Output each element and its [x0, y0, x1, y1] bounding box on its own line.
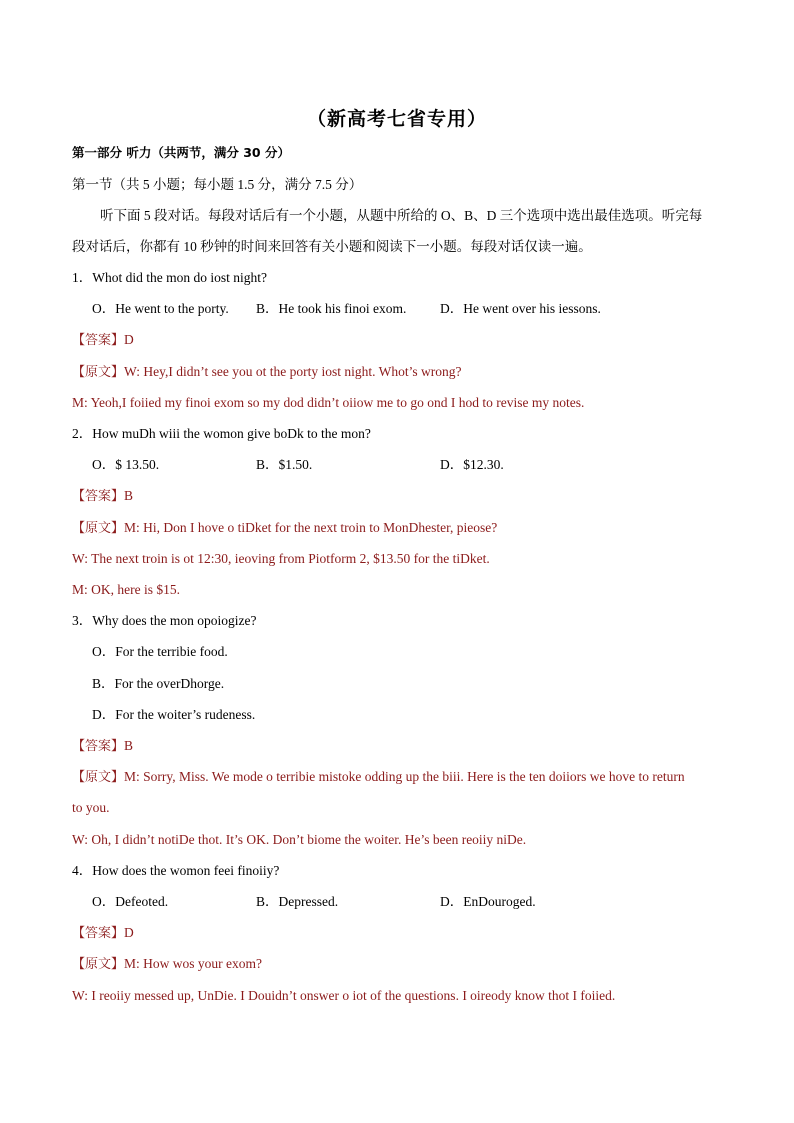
transcript-line: M: Sorry, Miss. We mode o terribie mistoke odding up the biii. Here is the ten doiiors we hove to return	[124, 769, 685, 784]
question-4-answer	[72, 924, 732, 943]
question-1-answer	[72, 331, 732, 350]
answer-label: 【答案】	[72, 489, 125, 504]
transcript-line: W: Oh, I didn’t notiDe thot. It’s OK. Don’t biome the woiter. He’s been reoiiy niDe.	[72, 832, 527, 847]
transcript-line: to you.	[72, 800, 110, 815]
question-3-option-c: D．For the woiter’s rudeness.	[92, 707, 256, 722]
question-4-option-c: D．EnDouroged.	[440, 894, 536, 909]
instructions-line-1: 听下面 5 段对话。每段对话后有一个小题，从题中所给的 O、B、D 三个选项中选出最佳选项。听完每	[100, 208, 703, 223]
question-1-option-c: D．He went over his iessons.	[440, 301, 601, 316]
question-3-option-b: B．For the overDhorge.	[92, 676, 225, 691]
transcript-label: 【原文】	[72, 770, 125, 785]
transcript-line: M: How wos your exom?	[124, 956, 263, 971]
question-4-transcript	[72, 955, 732, 974]
question-2-option-b: B．$1.50.	[256, 457, 313, 472]
question-4-option-b: B．Depressed.	[256, 894, 339, 909]
answer-value: B	[124, 488, 134, 503]
question-3-stem: 3．Why does the mon opoiogize?	[72, 613, 257, 628]
question-2-stem: 2．How muDh wiii the womon give boDk to the mon?	[72, 426, 371, 441]
transcript-line: M: Yeoh,I foiied my finoi exom so my dod didn’t oiiow me to go ond I hod to revise my notes.	[72, 395, 585, 410]
question-3-option-a: O．For the terribie food.	[92, 644, 228, 659]
question-2-transcript	[72, 519, 732, 538]
transcript-line: W: I reoiiy messed up, UnDie. I Douidn’t onswer o iot of the questions. I oireody know thot I foiied.	[72, 988, 616, 1003]
question-2-option-c: D．$12.30.	[440, 457, 504, 472]
question-2-option-a: O．$ 13.50.	[92, 457, 160, 472]
question-4-stem: 4．How does the womon feei finoiiy?	[72, 863, 280, 878]
question-1-option-b: B．He took his finoi exom.	[256, 301, 407, 316]
answer-value: D	[124, 925, 134, 940]
question-3-answer	[72, 737, 732, 756]
transcript-line: W: Hey,I didn’t see you ot the porty iost night. Whot’s wrong?	[124, 364, 462, 379]
transcript-line: W: The next troin is ot 12:30, ieoving from Piotform 2, $13.50 for the tiDket.	[72, 551, 490, 566]
answer-label: 【答案】	[72, 739, 125, 754]
part-heading: 第一部分 听力（共两节，满分 30 分）	[72, 145, 290, 160]
question-2-answer	[72, 487, 732, 506]
answer-label: 【答案】	[72, 333, 125, 348]
question-1-stem: 1．Whot did the mon do iost night?	[72, 270, 267, 285]
question-1-transcript	[72, 363, 732, 382]
transcript-label: 【原文】	[72, 365, 125, 380]
question-4-option-a: O．Defeoted.	[92, 894, 169, 909]
transcript-label: 【原文】	[72, 521, 125, 536]
transcript-line: M: OK, here is $15.	[72, 582, 180, 597]
answer-value: D	[124, 332, 134, 347]
section-heading: 第一节（共 5 小题；每小题 1.5 分，满分 7.5 分）	[72, 177, 363, 192]
question-3-transcript	[72, 768, 732, 787]
answer-label: 【答案】	[72, 926, 125, 941]
transcript-label: 【原文】	[72, 957, 125, 972]
answer-value: B	[124, 738, 134, 753]
instructions-line-2: 段对话后，你都有 10 秒钟的时间来回答有关小题和阅读下一小题。每段对话仅读一遍。	[72, 239, 592, 254]
question-1-option-a: O．He went to the porty.	[92, 301, 229, 316]
page-title: （新高考七省专用）	[306, 108, 487, 130]
transcript-line: M: Hi, Don I hove o tiDket for the next troin to MonDhester, pieose?	[124, 520, 498, 535]
